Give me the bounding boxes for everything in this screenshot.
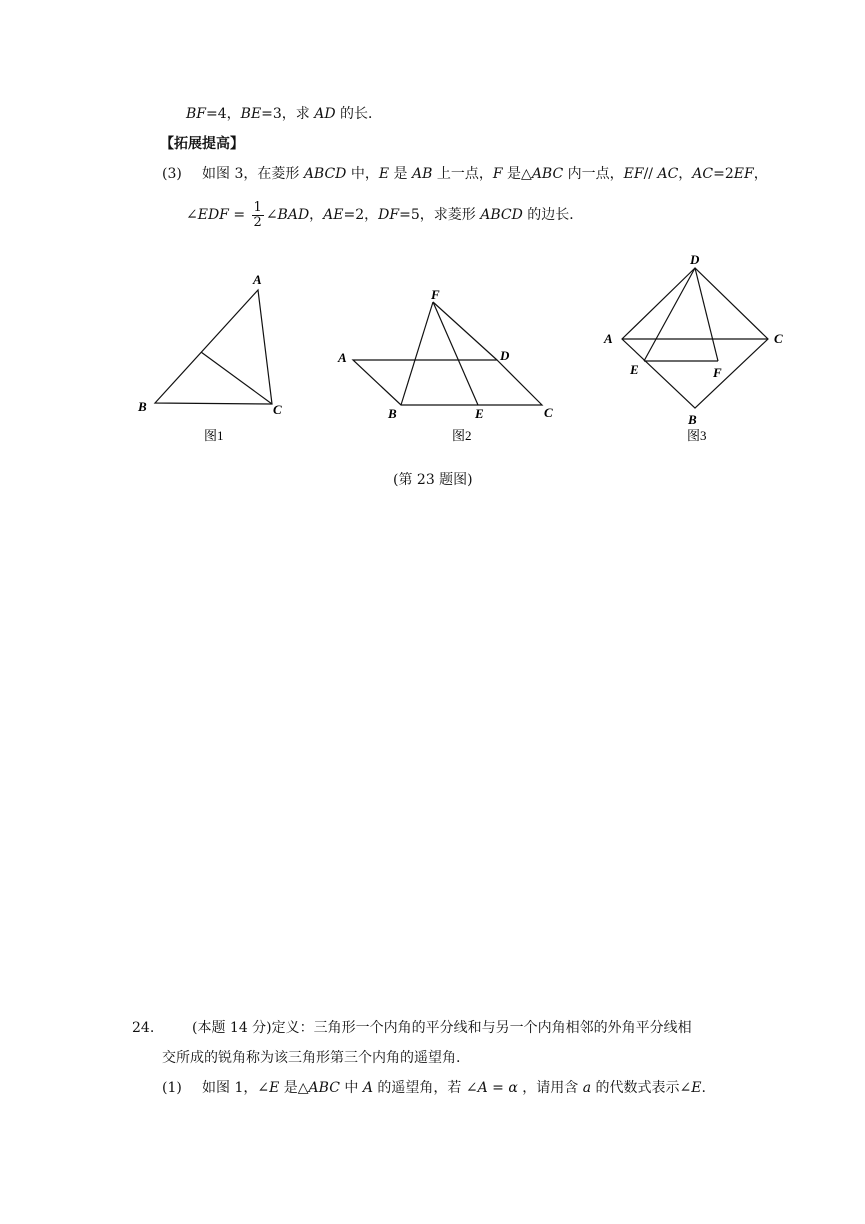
math-angle: ∠BAD xyxy=(265,207,310,223)
fig3-label-e: E xyxy=(630,362,639,377)
fig3-segment-df xyxy=(695,268,718,361)
var: AE xyxy=(323,207,344,223)
text: 是△ xyxy=(502,166,532,182)
var: AC xyxy=(692,166,714,182)
figure-caption: (第 23 题图) xyxy=(393,472,473,488)
text: ， xyxy=(309,207,324,223)
text: 是 xyxy=(389,166,413,182)
math-angle: ∠E xyxy=(679,1080,702,1096)
fig3-label-c: C xyxy=(774,331,783,346)
fig2-label-b: B xyxy=(388,406,397,421)
var: A xyxy=(362,1080,373,1096)
text: ，请用含 xyxy=(517,1080,583,1096)
fig1-label-a: A xyxy=(253,272,262,287)
text: =2， xyxy=(343,207,379,223)
text: 中， xyxy=(346,166,379,182)
var-ad: AD xyxy=(314,106,336,122)
figure-3 xyxy=(622,268,768,408)
text: 是△ xyxy=(279,1080,309,1096)
section-title: 【拓展提高】 xyxy=(160,136,244,152)
text: ， xyxy=(678,166,693,182)
var-be: BE xyxy=(240,106,262,122)
var: AC xyxy=(657,166,679,182)
fig3-rhombus xyxy=(622,268,768,408)
fig3-segment-de xyxy=(644,268,695,361)
text: =2 xyxy=(713,166,734,182)
q24-line1 xyxy=(132,1018,692,1038)
text: . xyxy=(701,1080,706,1096)
q23-figures xyxy=(0,0,865,500)
text: // xyxy=(643,166,658,182)
var: E xyxy=(378,166,390,182)
var: ABC xyxy=(308,1080,340,1096)
fig2-label-f: F xyxy=(431,287,440,302)
text: =4， xyxy=(206,106,241,122)
q24-line2: 交所成的锐角称为该三角形第三个内角的遥望角. xyxy=(162,1050,461,1066)
fig2-label-a: A xyxy=(338,350,347,365)
text: 上一点， xyxy=(432,166,493,182)
fig1-triangle xyxy=(155,290,272,404)
question-number: 24. xyxy=(132,1020,155,1036)
var-bf: BF xyxy=(186,106,207,122)
text: =5，求菱形 xyxy=(399,207,481,223)
fig2-segment-fd xyxy=(433,302,497,360)
part-number: (1) xyxy=(162,1080,182,1096)
text: 的遥望角，若 xyxy=(372,1080,466,1096)
text: 中 xyxy=(339,1080,363,1096)
fig2-label-c: C xyxy=(544,405,553,420)
fig1-label-b: B xyxy=(138,399,147,414)
fig1-label-c: C xyxy=(273,402,282,417)
part-number: (3) xyxy=(162,166,182,182)
var: ABCD xyxy=(303,166,347,182)
text: 的代数式表示 xyxy=(591,1080,680,1096)
fig3-label-a: A xyxy=(604,331,613,346)
fig1-caption: 图1 xyxy=(204,428,224,443)
var: a xyxy=(582,1080,592,1096)
text: (本题 14 分)定义：三角形一个内角的平分线和与另一个内角相邻的外角平分线相 xyxy=(192,1020,692,1036)
math-angle: ∠E xyxy=(257,1080,280,1096)
text: 如图 3，在菱形 xyxy=(202,166,304,182)
math-equals: = xyxy=(228,207,250,223)
fig2-segment-fb xyxy=(401,302,433,405)
var: ABC xyxy=(531,166,564,182)
fig2-label-d: D xyxy=(500,348,510,363)
figure-2 xyxy=(353,302,542,405)
fig3-caption: 图3 xyxy=(687,428,707,443)
fig2-parallelogram xyxy=(353,360,542,405)
fig3-label-b: B xyxy=(688,412,697,427)
text: =3，求 xyxy=(261,106,315,122)
text: 如图 1， xyxy=(202,1080,258,1096)
math-angle: ∠EDF xyxy=(186,207,229,223)
math-expression: ∠A = α xyxy=(465,1080,518,1096)
text: ， xyxy=(753,166,768,182)
text: 的边长． xyxy=(522,207,584,223)
q24-part1 xyxy=(162,1078,706,1098)
text: 的长． xyxy=(335,106,383,122)
fig2-caption: 图2 xyxy=(452,428,472,443)
var: AB xyxy=(412,166,433,182)
fig3-label-d: D xyxy=(690,252,700,267)
var: DF xyxy=(378,207,400,223)
fig2-label-e: E xyxy=(475,406,484,421)
var: EF xyxy=(733,166,754,182)
fraction-denominator: 2 xyxy=(253,214,262,230)
fig2-segment-fe xyxy=(433,302,478,405)
var: F xyxy=(492,166,503,182)
var: EF xyxy=(623,166,644,182)
figure-1 xyxy=(155,290,272,404)
var: ABCD xyxy=(480,207,523,223)
fig3-label-f: F xyxy=(713,365,722,380)
text: 内一点， xyxy=(563,166,624,182)
fig1-segment xyxy=(201,352,272,404)
fraction-numerator: 1 xyxy=(253,199,262,215)
